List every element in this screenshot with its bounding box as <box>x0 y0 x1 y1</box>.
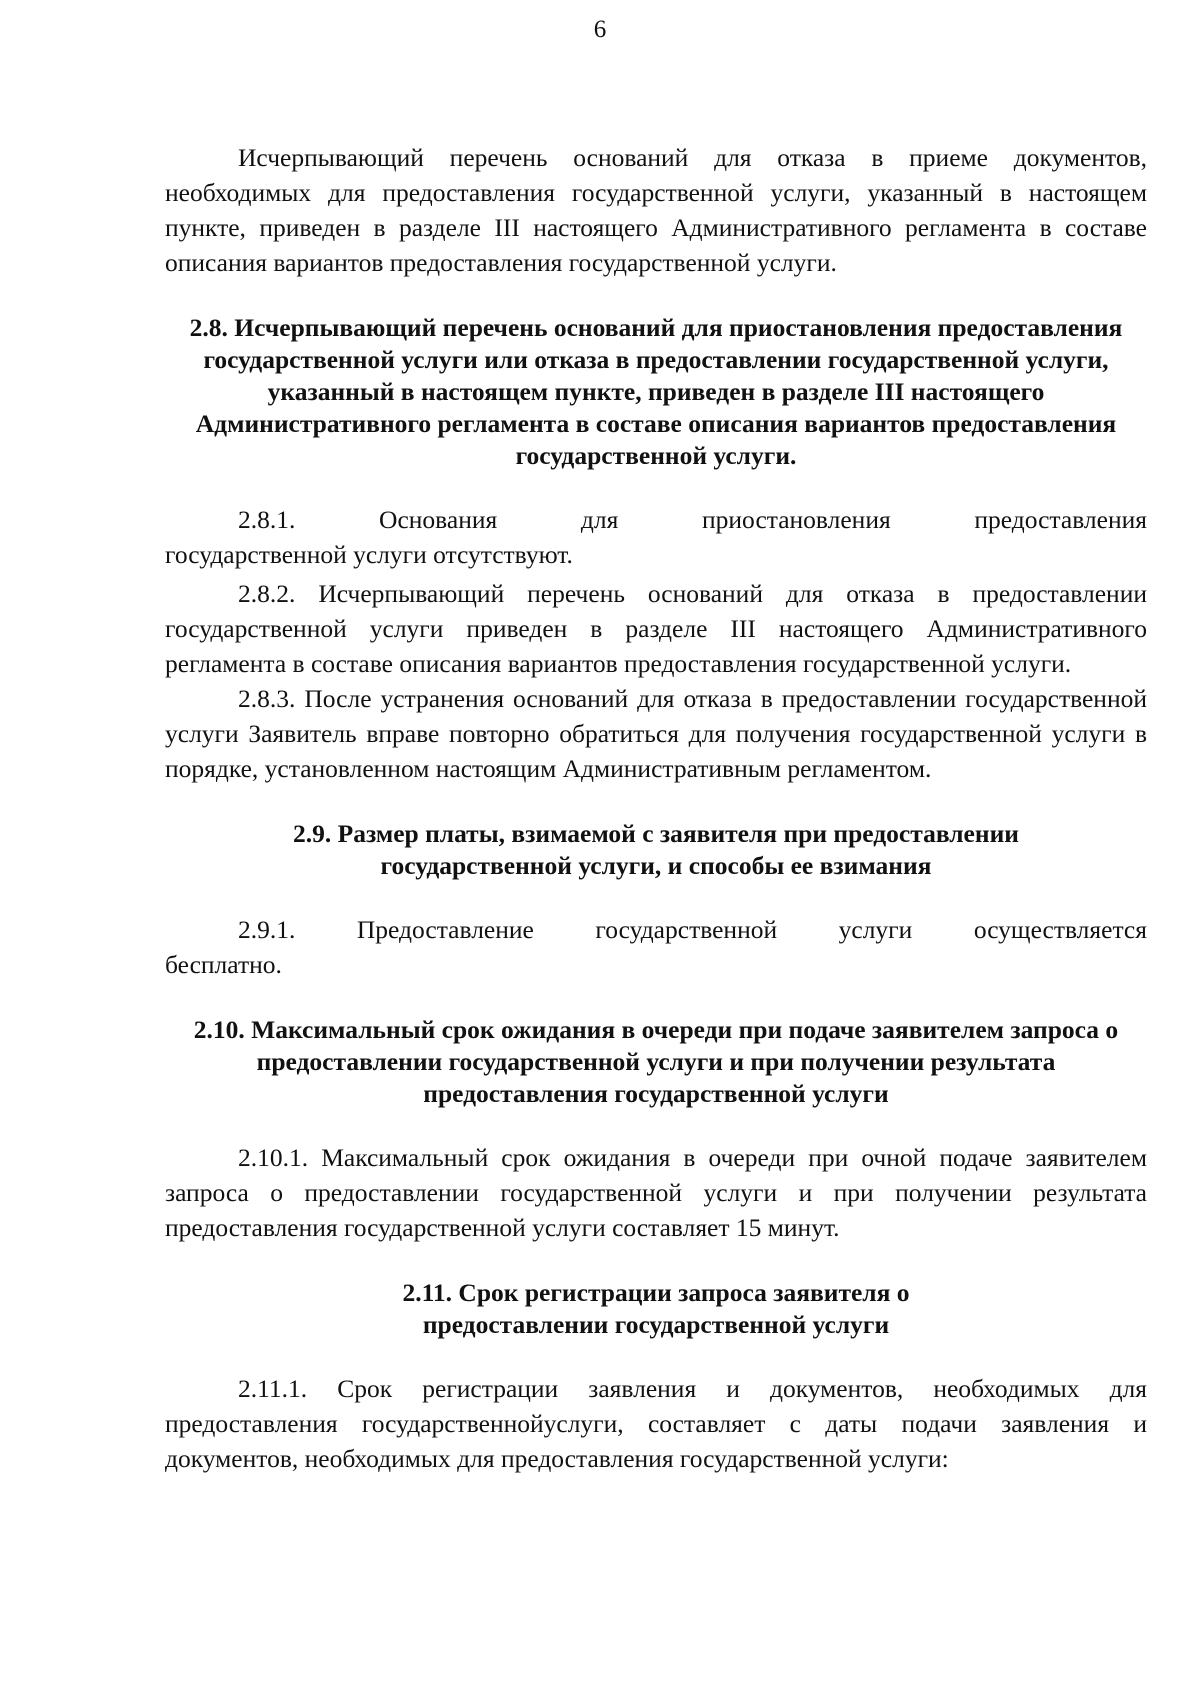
word: услуги <box>838 915 913 944</box>
paragraph-2-9-1 <box>165 912 1147 982</box>
word: осуществляется <box>973 915 1147 944</box>
word: для <box>580 505 619 534</box>
word: приостановления <box>702 505 891 534</box>
intro-paragraph: Исчерпывающий перечень оснований для отказа в приеме документов, необходимых для предоставления государственной услуги, указанный в настоящем пункте, приведен в разделе III настоящего Административного регламента в составе описания вариантов предоставления государственной услуги. <box>165 143 1147 277</box>
word: 2.8.1. <box>238 505 296 534</box>
paragraph-2-9-1-continuation: бесплатно. <box>165 950 282 979</box>
paragraph-2-8-2: 2.8.2. Исчерпывающий перечень оснований для отказа в предоставлении государственной услуги приведен в разделе III настоящего Административного регламента в составе описания вариантов предоставления государственной услуги. <box>165 579 1147 678</box>
paragraph-2-10-1: 2.10.1. Максимальный срок ожидания в очереди при очной подаче заявителем запроса о предоставлении государственной услуги и при получении результата предоставления государственной услуги составляет 15 минут. <box>165 1143 1147 1242</box>
word: государственной <box>595 915 778 944</box>
word: Предоставление <box>356 915 534 944</box>
paragraph-2-8-3: 2.8.3. После устранения оснований для отказа в предоставлении государственной услуги Заявитель вправе повторно обратиться для получения государственной услуги в порядке, установленном настоящим Административным регламентом. <box>165 684 1147 783</box>
word: Основания <box>379 505 498 534</box>
paragraph-2-9-1-first-line <box>165 912 1147 947</box>
section-2-11-heading: 2.11. Срок регистрации запроса заявителя о предоставлении государственной услуги <box>402 1278 910 1339</box>
document-body <box>165 140 1147 1476</box>
paragraph-2-11-1: 2.11.1. Срок регистрации заявления и документов, необходимых для предоставления государственнойуслуги, составляет с даты подачи заявления и документов, необходимых для предоставления государственной услуги: <box>165 1374 1147 1473</box>
page-number: 6 <box>593 16 607 43</box>
word: предоставления <box>974 505 1147 534</box>
word: 2.9.1. <box>238 915 296 944</box>
section-2-10-heading: 2.10. Максимальный срок ожидания в очереди при подаче заявителем запроса о предоставлении государственной услуги и при получении результата предоставления государственной услуги <box>193 1015 1119 1108</box>
section-2-9-heading: 2.9. Размер платы, взимаемой с заявителя при предоставлении государственной услуги, и способы ее взимания <box>293 819 1019 880</box>
section-2-8-heading: 2.8. Исчерпывающий перечень оснований для приостановления предоставления государственной услуги или отказа в предоставлении государственной услуги, указанный в настоящем пункте, приведен в разделе III настоящего Административного регламента в составе описания вариантов предоставления государственной услуги. <box>189 313 1123 470</box>
paragraph-2-8-1 <box>165 502 1147 572</box>
paragraph-2-8-1-continuation: государственной услуги отсутствуют. <box>165 540 573 569</box>
paragraph-2-8-1-first-line <box>165 502 1147 537</box>
